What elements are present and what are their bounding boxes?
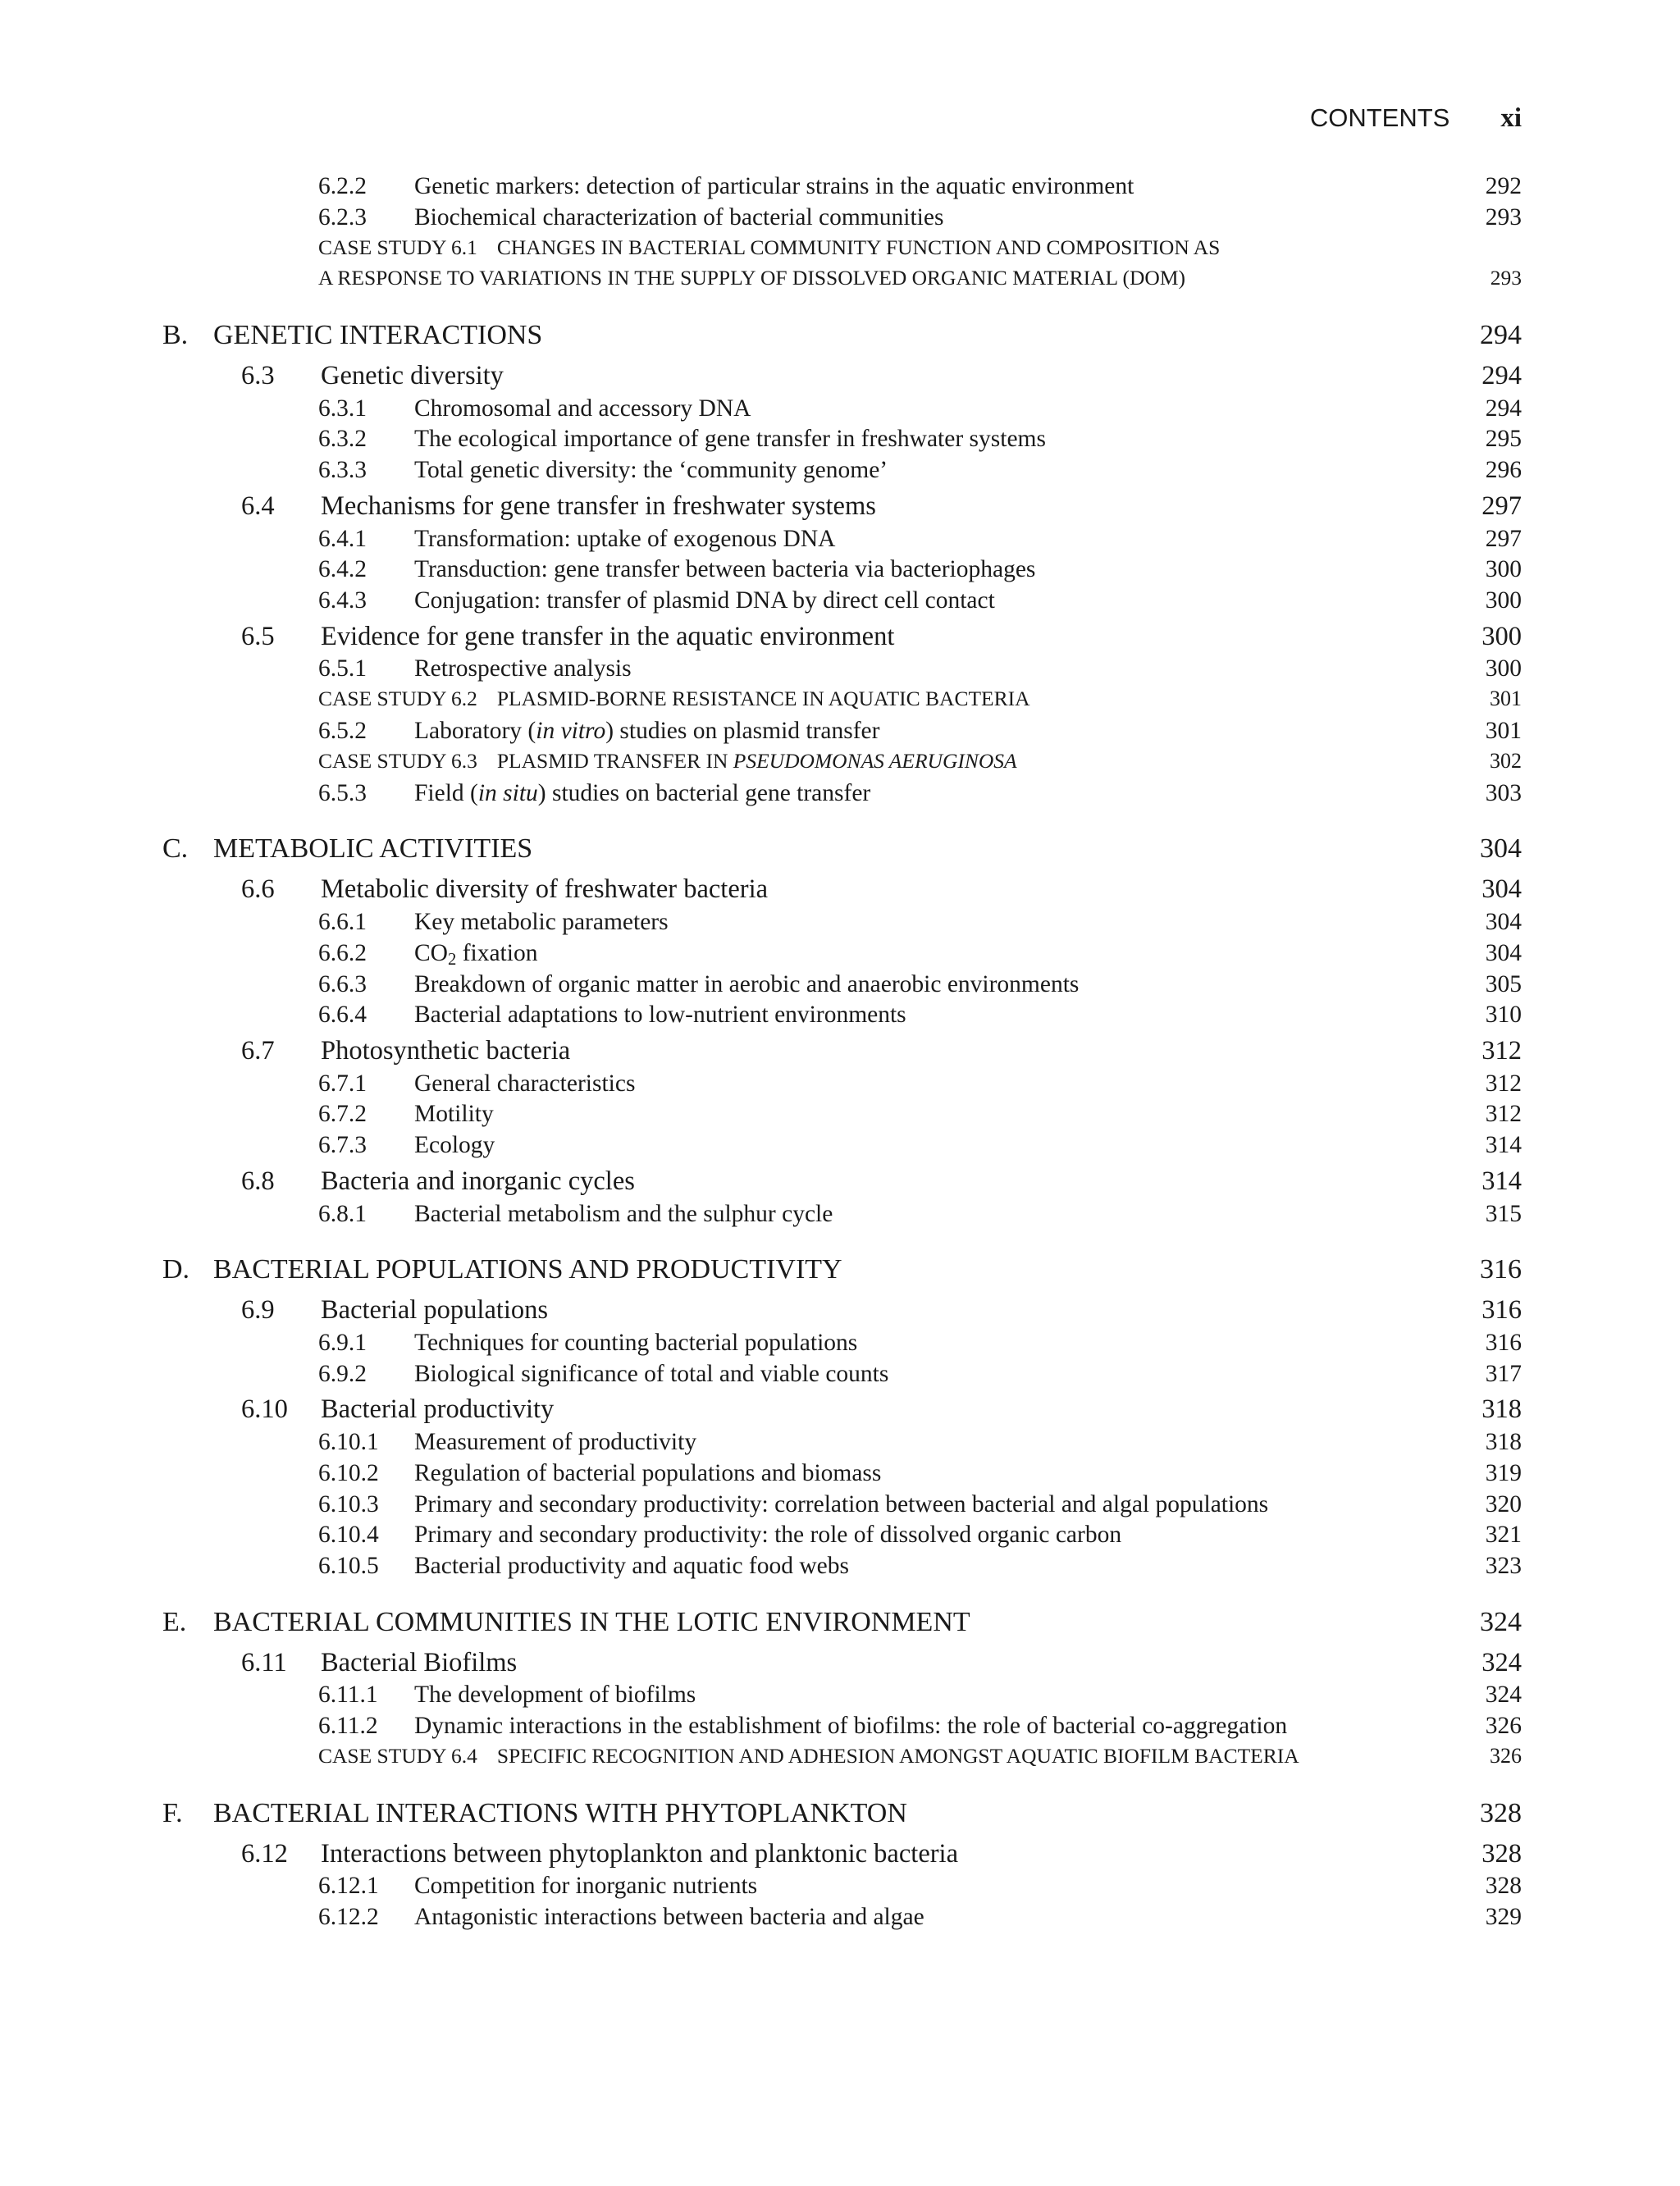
entry-page: 302 [1490, 748, 1522, 773]
entry-title: Bacterial productivity [321, 1394, 555, 1425]
part-letter: C. [162, 833, 189, 865]
entry-title: Retrospective analysis [414, 655, 632, 682]
toc-part [162, 1798, 1522, 1836]
entry-number: 6.11.2 [318, 1713, 378, 1740]
part-title: BACTERIAL COMMUNITIES IN THE LOTIC ENVIRONMENT [213, 1606, 970, 1637]
toc-subsection [162, 940, 1522, 971]
entry-page: 326 [1485, 1713, 1522, 1740]
entry-page: 318 [1481, 1394, 1522, 1425]
toc-case-study [162, 687, 1522, 718]
entry-page: 297 [1485, 525, 1522, 552]
entry-page: 312 [1481, 1036, 1522, 1066]
entry-page: 312 [1485, 1101, 1522, 1128]
entry-page: 294 [1480, 320, 1522, 351]
entry-number: 6.6.3 [318, 970, 367, 997]
toc-subsection [162, 1873, 1522, 1904]
entry-title [414, 940, 537, 967]
toc-section [162, 361, 1522, 395]
toc-case-study-continued [162, 266, 1522, 297]
entry-page: 305 [1485, 970, 1522, 997]
entry-page: 317 [1485, 1360, 1522, 1387]
case-study-title: PLASMID-BORNE RESISTANCE IN AQUATIC BACTERIA [496, 687, 1030, 711]
entry-number: 6.5.3 [318, 779, 367, 806]
toc-section [162, 1036, 1522, 1070]
entry-title: Techniques for counting bacterial populations [414, 1329, 858, 1356]
entry-page: 329 [1485, 1904, 1522, 1931]
entry-page: 318 [1485, 1428, 1522, 1455]
entry-number: 6.5.2 [318, 718, 367, 745]
entry-page: 324 [1480, 1606, 1522, 1637]
entry-number: 6.10.3 [318, 1490, 379, 1517]
entry-number: 6.2.3 [318, 203, 367, 230]
entry-number: 6.3 [241, 361, 275, 391]
entry-number: 6.6.1 [318, 908, 367, 935]
entry-page: 304 [1480, 833, 1522, 865]
part-title: BACTERIAL INTERACTIONS WITH PHYTOPLANKTON [213, 1797, 907, 1828]
entry-number: 6.10 [241, 1394, 288, 1425]
entry-number: 6.11.1 [318, 1682, 378, 1709]
entry-title: Breakdown of organic matter in aerobic and anaerobic environments [414, 970, 1080, 997]
entry-page: 328 [1481, 1838, 1522, 1869]
toc-subsection [162, 426, 1522, 457]
toc-subsection [162, 1460, 1522, 1491]
entry-page: 300 [1485, 556, 1522, 583]
entry-title: Antagonistic interactions between bacteria and algae [414, 1904, 924, 1931]
entry-page: 300 [1481, 621, 1522, 651]
entry-page: 293 [1490, 266, 1522, 290]
title-subscript: 2 [447, 950, 457, 969]
entry-number: 6.6.2 [318, 939, 367, 966]
entry-title: Bacterial adaptations to low-nutrient environments [414, 1002, 906, 1029]
entry-number: 6.9.1 [318, 1329, 367, 1356]
part-letter: B. [162, 320, 189, 351]
running-head [1310, 103, 1522, 134]
title-part: ) studies on plasmid transfer [605, 718, 880, 745]
entry-number: 6.12 [241, 1838, 288, 1869]
toc-subsection [162, 587, 1522, 618]
toc-subsection [162, 1132, 1522, 1163]
toc-subsection [162, 1201, 1522, 1232]
entry-page: 320 [1485, 1490, 1522, 1517]
entry-page: 303 [1485, 779, 1522, 806]
title-italic: in situ [477, 779, 538, 806]
entry-page: 319 [1485, 1459, 1522, 1486]
entry-title: Photosynthetic bacteria [321, 1036, 571, 1066]
toc-subsection [162, 780, 1522, 811]
entry-number: 6.3.2 [318, 426, 367, 453]
title-part: ) studies on bacterial gene transfer [537, 779, 871, 806]
title-part: Field ( [414, 779, 478, 806]
entry-title: Interactions between phytoplankton and planktonic bacteria [321, 1838, 959, 1869]
entry-number: 6.12.2 [318, 1904, 379, 1931]
entry-number: 6.4.2 [318, 556, 367, 583]
entry-number: 6.10.2 [318, 1459, 379, 1486]
toc-subsection [162, 1553, 1522, 1584]
toc-subsection [162, 1070, 1522, 1102]
entry-number: 6.7 [241, 1036, 275, 1066]
toc-case-study [162, 749, 1522, 780]
entry-page: 312 [1485, 1070, 1522, 1097]
page-number: xi [1500, 103, 1522, 133]
part-title: BACTERIAL POPULATIONS AND PRODUCTIVITY [213, 1254, 842, 1285]
entry-title: Genetic markers: detection of particular strains in the aquatic environment [414, 173, 1134, 199]
toc-subsection [162, 1491, 1522, 1522]
entry-title: Primary and secondary productivity: the role of dissolved organic carbon [414, 1522, 1122, 1549]
toc-section [162, 1166, 1522, 1201]
entry-page: 304 [1485, 908, 1522, 935]
entry-title: Evidence for gene transfer in the aquatic environment [321, 621, 895, 651]
case-study-label: CASE STUDY 6.3 [318, 748, 477, 773]
entry-title [414, 780, 870, 807]
entry-page: 326 [1490, 1744, 1522, 1768]
entry-number: 6.9.2 [318, 1360, 367, 1387]
entry-title: The ecological importance of gene transfer in freshwater systems [414, 426, 1046, 453]
entry-title: Total genetic diversity: the ‘community genome’ [414, 457, 888, 484]
entry-number: 6.7.2 [318, 1101, 367, 1128]
toc-subsection [162, 526, 1522, 557]
table-of-contents [162, 173, 1522, 1935]
entry-number: 6.3.1 [318, 395, 367, 422]
entry-number: 6.10.5 [318, 1553, 379, 1580]
toc-subsection [162, 1330, 1522, 1361]
title-part: fixation [456, 939, 538, 966]
entry-number: 6.3.3 [318, 457, 367, 484]
entry-page: 324 [1481, 1647, 1522, 1677]
entry-title: Bacterial populations [321, 1295, 549, 1326]
toc-subsection [162, 457, 1522, 488]
toc-subsection [162, 655, 1522, 687]
entry-number: 6.5.1 [318, 655, 367, 682]
entry-number: 6.11 [241, 1647, 287, 1677]
entry-number: 6.4.3 [318, 587, 367, 614]
toc-case-study [162, 235, 1522, 267]
case-study-label: CASE STUDY 6.2 [318, 687, 477, 711]
toc-subsection [162, 1904, 1522, 1935]
title-part: Laboratory ( [414, 718, 536, 745]
toc-subsection [162, 1522, 1522, 1553]
toc-subsection [162, 556, 1522, 587]
entry-title: Dynamic interactions in the establishment of biofilms: the role of bacterial co-aggregation [414, 1713, 1288, 1740]
entry-title: Transformation: uptake of exogenous DNA [414, 525, 836, 552]
entry-title: The development of biofilms [414, 1682, 696, 1709]
entry-page: 316 [1481, 1295, 1522, 1326]
entry-title: Mechanisms for gene transfer in freshwater systems [321, 491, 876, 522]
part-letter: D. [162, 1254, 190, 1285]
running-head-label: CONTENTS [1309, 103, 1450, 132]
entry-title: Regulation of bacterial populations and biomass [414, 1459, 882, 1486]
entry-number: 6.12.1 [318, 1873, 379, 1900]
entry-title: Genetic diversity [321, 361, 504, 391]
toc-section [162, 1295, 1522, 1330]
case-study-title: SPECIFIC RECOGNITION AND ADHESION AMONGST AQUATIC BIOFILM BACTERIA [496, 1744, 1299, 1768]
toc-section [162, 622, 1522, 656]
entry-title [414, 718, 879, 745]
toc-subsection [162, 1429, 1522, 1460]
entry-title: Competition for inorganic nutrients [414, 1873, 758, 1900]
toc-part [162, 1254, 1522, 1292]
entry-title: Chromosomal and accessory DNA [414, 395, 751, 422]
entry-number: 6.7.1 [318, 1070, 367, 1097]
entry-page: 328 [1480, 1797, 1522, 1828]
case-study-title: CHANGES IN BACTERIAL COMMUNITY FUNCTION AND COMPOSITION AS [496, 235, 1221, 259]
toc-subsection [162, 1713, 1522, 1744]
title-part: CO [414, 939, 448, 966]
entry-title: Bacterial Biofilms [321, 1647, 518, 1677]
title-part: PLASMID TRANSFER IN [496, 748, 733, 773]
toc-part [162, 833, 1522, 871]
entry-page: 301 [1485, 718, 1522, 745]
entry-number: 6.9 [241, 1295, 275, 1326]
case-study-label: CASE STUDY 6.4 [318, 1744, 477, 1768]
entry-page: 314 [1485, 1132, 1522, 1159]
entry-page: 296 [1485, 457, 1522, 484]
entry-title: Ecology [414, 1132, 495, 1159]
entry-page: 310 [1485, 1002, 1522, 1029]
toc-subsection [162, 1101, 1522, 1132]
entry-page: 295 [1485, 426, 1522, 453]
entry-page: 297 [1481, 491, 1522, 522]
toc-subsection [162, 173, 1522, 204]
case-study-title: A RESPONSE TO VARIATIONS IN THE SUPPLY OF DISSOLVED ORGANIC MATERIAL (DOM) [318, 266, 1186, 290]
entry-title: Bacteria and inorganic cycles [321, 1166, 635, 1197]
entry-title: Biochemical characterization of bacterial communities [414, 203, 944, 230]
part-letter: F. [162, 1797, 183, 1828]
toc-subsection [162, 204, 1522, 235]
entry-page: 304 [1481, 874, 1522, 905]
entry-title: Measurement of productivity [414, 1428, 697, 1455]
entry-title: Conjugation: transfer of plasmid DNA by direct cell contact [414, 587, 995, 614]
entry-number: 6.5 [241, 621, 275, 651]
entry-title: Primary and secondary productivity: correlation between bacterial and algal populations [414, 1490, 1269, 1517]
part-title: METABOLIC ACTIVITIES [213, 833, 533, 865]
toc-part [162, 320, 1522, 358]
entry-page: 315 [1485, 1200, 1522, 1227]
title-italic: PSEUDOMONAS AERUGINOSA [733, 748, 1017, 773]
entry-page: 293 [1485, 203, 1522, 230]
entry-number: 6.4.1 [318, 525, 367, 552]
toc-section [162, 874, 1522, 909]
title-italic: in vitro [536, 718, 606, 745]
entry-title: Motility [414, 1101, 494, 1128]
entry-title: Biological significance of total and viable counts [414, 1360, 889, 1387]
case-study-title [497, 749, 1017, 774]
entry-number: 6.10.4 [318, 1522, 379, 1549]
entry-title: Key metabolic parameters [414, 908, 669, 935]
entry-page: 314 [1481, 1166, 1522, 1197]
part-title: GENETIC INTERACTIONS [213, 320, 543, 351]
entry-page: 301 [1490, 687, 1522, 711]
entry-number: 6.4 [241, 491, 275, 522]
entry-title: Metabolic diversity of freshwater bacteria [321, 874, 769, 905]
toc-subsection [162, 1361, 1522, 1392]
toc-section [162, 491, 1522, 526]
entry-number: 6.8 [241, 1166, 275, 1197]
entry-number: 6.6 [241, 874, 275, 905]
entry-page: 300 [1485, 587, 1522, 614]
toc-part [162, 1607, 1522, 1645]
entry-number: 6.6.4 [318, 1002, 367, 1029]
entry-page: 328 [1485, 1873, 1522, 1900]
entry-page: 294 [1485, 395, 1522, 422]
toc-section [162, 1839, 1522, 1873]
entry-page: 316 [1485, 1329, 1522, 1356]
entry-title: Transduction: gene transfer between bacteria via bacteriophages [414, 556, 1036, 583]
entry-page: 300 [1485, 655, 1522, 682]
toc-subsection [162, 718, 1522, 749]
toc-subsection [162, 395, 1522, 427]
toc-subsection [162, 909, 1522, 940]
entry-number: 6.8.1 [318, 1200, 367, 1227]
entry-title: General characteristics [414, 1070, 636, 1097]
entry-page: 324 [1485, 1682, 1522, 1709]
toc-subsection [162, 971, 1522, 1002]
entry-page: 323 [1485, 1553, 1522, 1580]
toc-section [162, 1394, 1522, 1429]
entry-title: Bacterial productivity and aquatic food webs [414, 1553, 850, 1580]
entry-number: 6.7.3 [318, 1132, 367, 1159]
entry-page: 316 [1480, 1254, 1522, 1285]
entry-page: 292 [1485, 173, 1522, 199]
toc-subsection [162, 1002, 1522, 1033]
entry-number: 6.2.2 [318, 173, 367, 199]
entry-title: Bacterial metabolism and the sulphur cycle [414, 1200, 833, 1227]
entry-page: 321 [1485, 1522, 1522, 1549]
entry-page: 294 [1481, 361, 1522, 391]
entry-number: 6.10.1 [318, 1428, 379, 1455]
case-study-label: CASE STUDY 6.1 [318, 235, 477, 259]
entry-page: 304 [1485, 939, 1522, 966]
toc-section [162, 1648, 1522, 1682]
toc-case-study [162, 1744, 1522, 1775]
toc-subsection [162, 1682, 1522, 1713]
part-letter: E. [162, 1606, 187, 1637]
